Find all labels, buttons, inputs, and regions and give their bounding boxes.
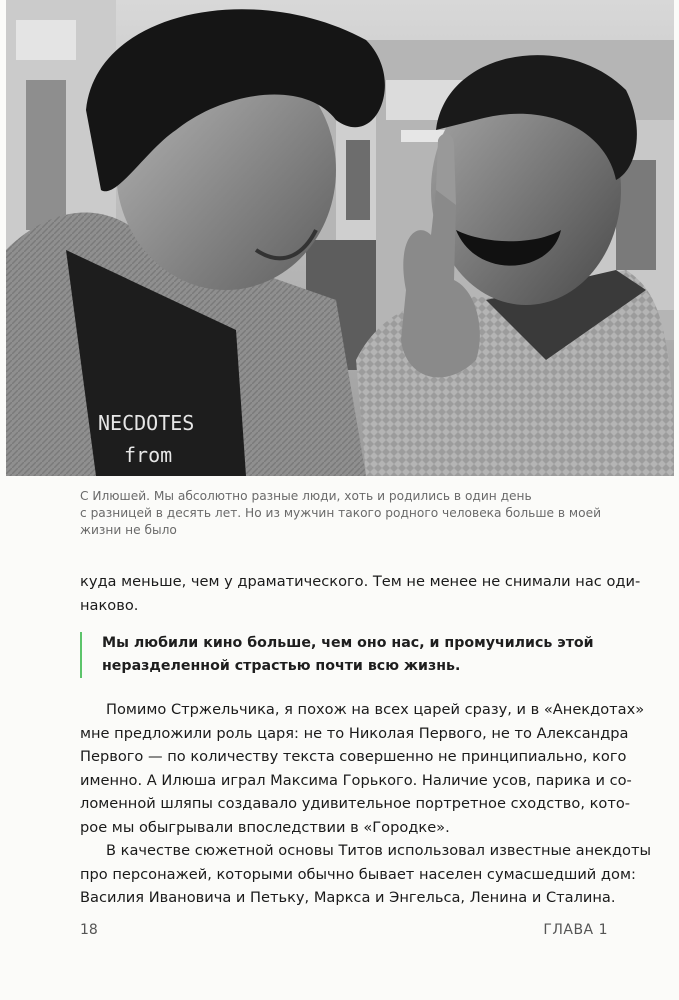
caption-line: с разницей в десять лет. Но из мужчин такого родного человека больше в моей	[80, 506, 601, 520]
page-number: 18	[80, 922, 98, 938]
text-line: рое мы обыгрывали впоследствии в «Городке».	[80, 818, 450, 836]
text-line: Первого — по количеству текста совершенно не принципиально, кого	[80, 748, 627, 765]
text-line: мне предложили роль царя: не то Николая Первого, не то Александра	[80, 724, 629, 742]
text-line: про персонажей, которыми обычно бывает населен сумасшедший дом:	[80, 865, 636, 883]
photo-caption	[80, 488, 640, 539]
caption-line: С Илюшей. Мы абсолютно разные люди, хоть и родились в один день	[80, 489, 532, 503]
photo-two-men	[6, 0, 674, 476]
photo-illustration	[6, 0, 674, 476]
continuation-paragraph	[80, 570, 641, 617]
chapter-label: ГЛАВА 1	[543, 922, 608, 938]
text-line: именно. А Илюша играл Максима Горького. Наличие усов, парика и со-	[80, 771, 632, 789]
pull-quote	[80, 632, 632, 678]
text-line: В качестве сюжетной основы Титов использовал известные анекдоты	[106, 842, 651, 859]
text-line: наково.	[80, 596, 139, 614]
text-line: Помимо Стржельчика, я похож на всех царей сразу, и в «Анекдотах»	[106, 701, 645, 718]
pull-quote-line: неразделенной страстью почти всю жизнь.	[102, 658, 461, 674]
text-line: ломенной шляпы создавало удивительное портретное сходство, кото-	[80, 795, 631, 812]
shirt-text-1: NECDOTES	[98, 411, 195, 435]
main-paragraphs	[80, 698, 651, 910]
text-line: Василия Ивановича и Петьку, Маркса и Энгельса, Ленина и Сталина.	[80, 889, 616, 906]
caption-line: жизни не было	[80, 523, 177, 537]
text-line: куда меньше, чем у драматического. Тем не менее не снимали нас оди-	[80, 573, 641, 590]
pull-quote-line: Мы любили кино больше, чем оно нас, и промучились этой	[102, 635, 594, 651]
shirt-text-2: from	[124, 443, 173, 467]
